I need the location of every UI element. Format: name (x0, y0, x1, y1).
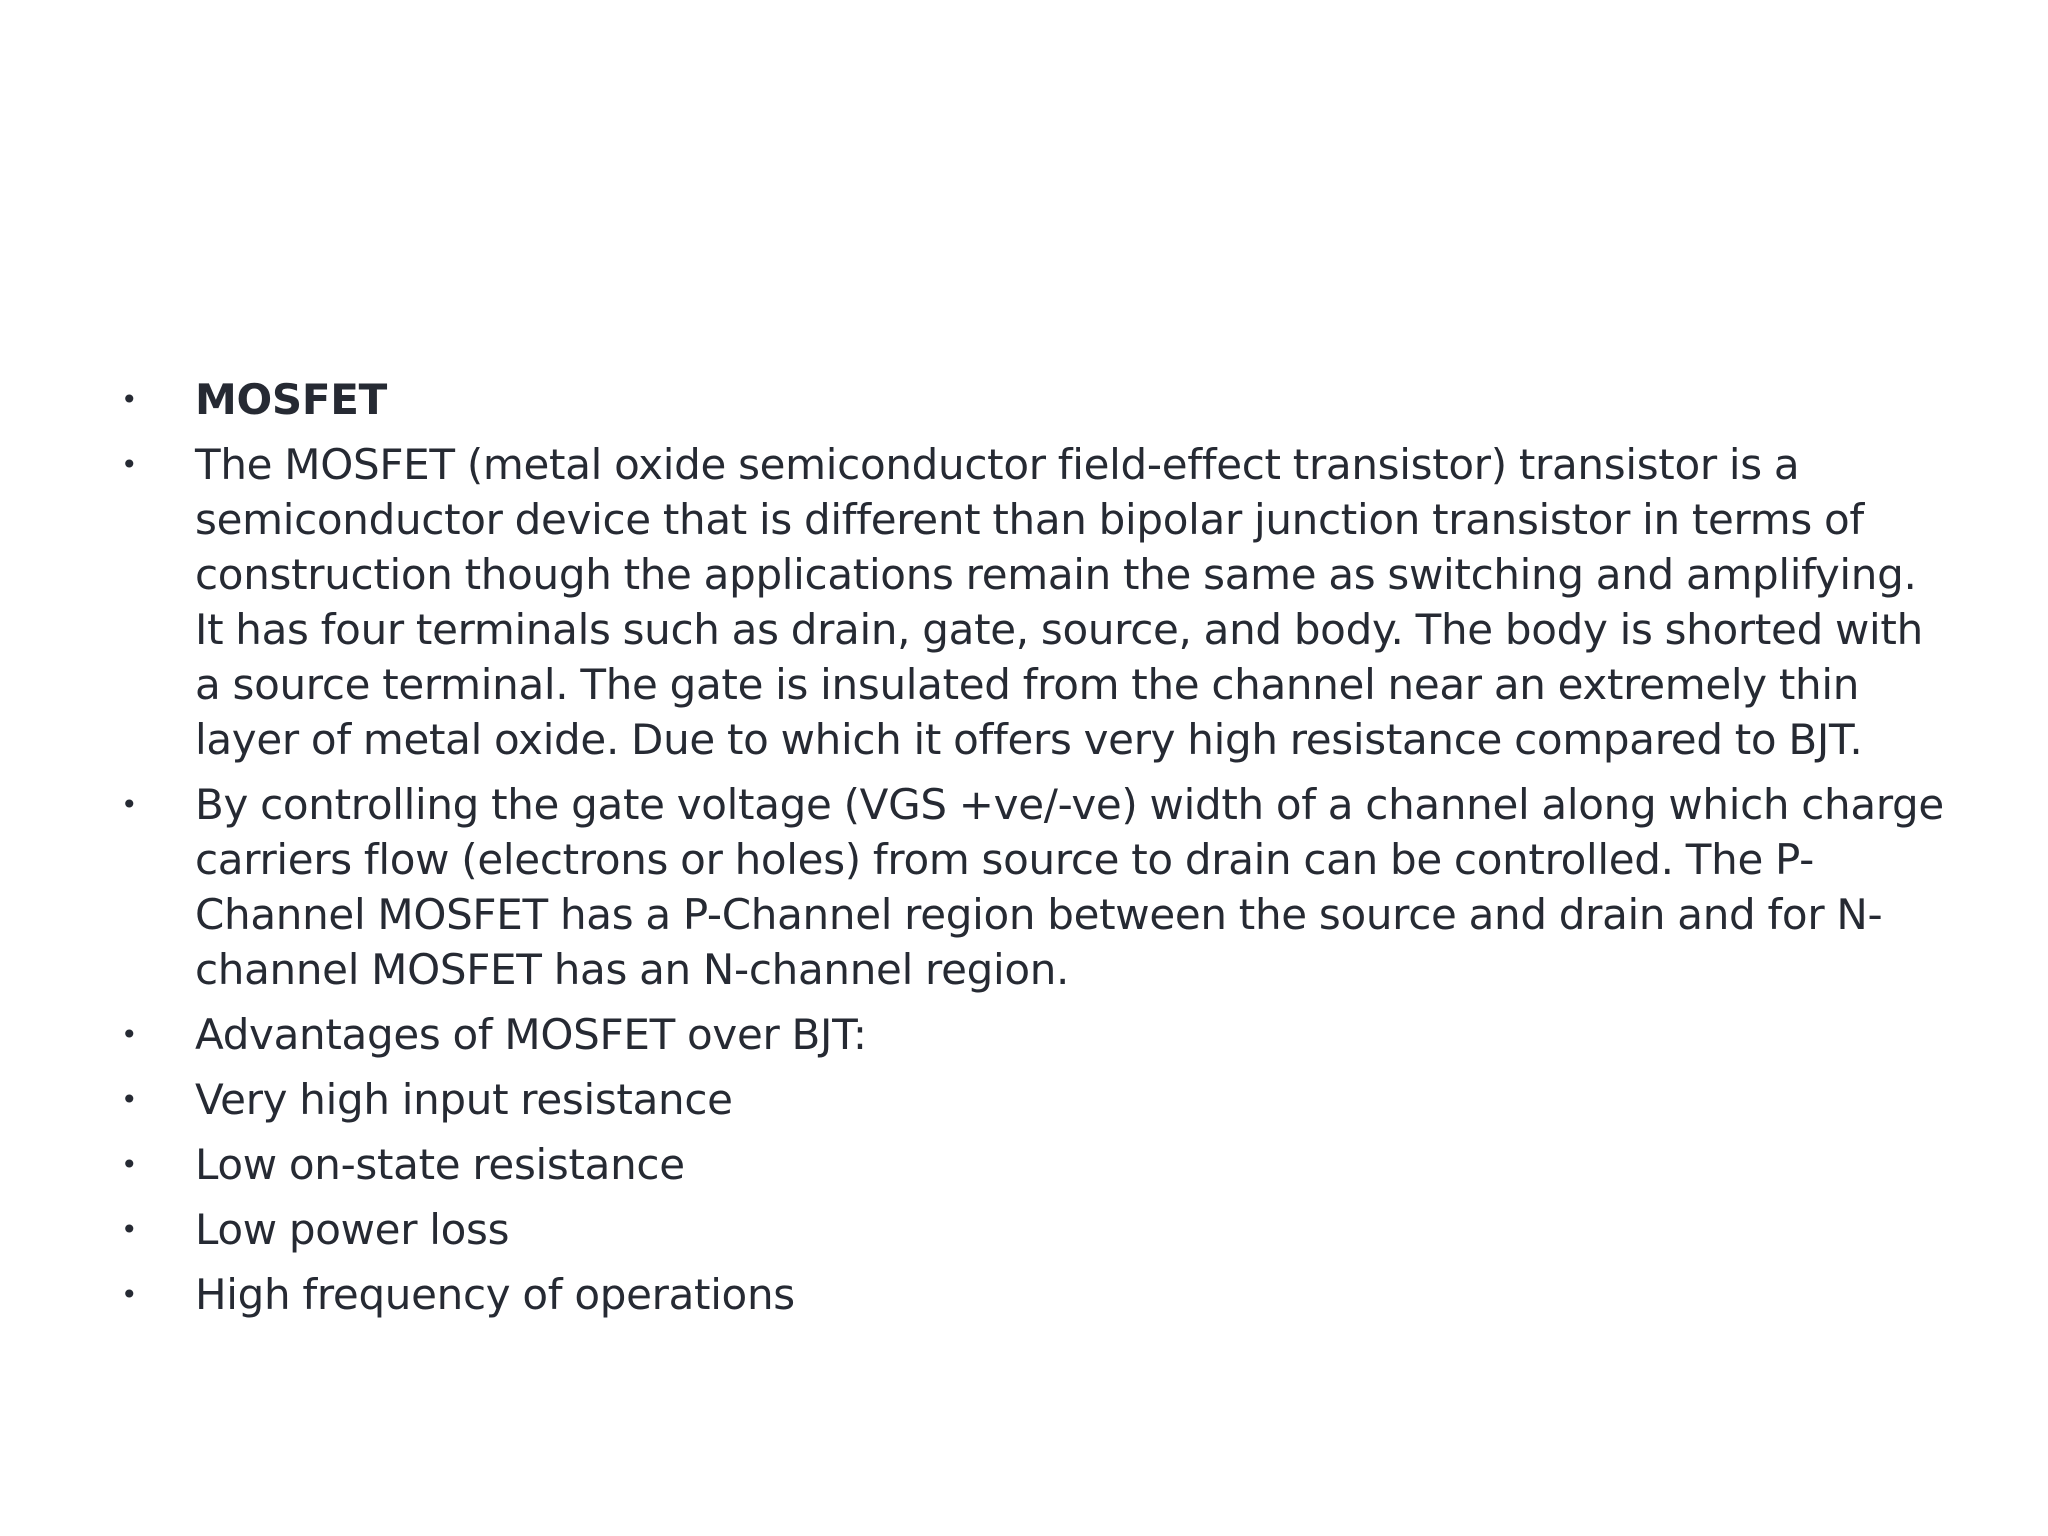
list-item (118, 1202, 1948, 1257)
list-item (118, 1137, 1948, 1192)
list-item-text: Low on-state resistance (195, 1140, 685, 1189)
bullet-list (118, 372, 1948, 1322)
list-item-text: The MOSFET (metal oxide semiconductor field-effect transistor) transistor is a semiconductor device that is different than bipolar junction transistor in terms of construction though the applications remain the same as switching and amplifying. It has four terminals such as drain, gate, source, and body. The body is shorted with a source terminal. The gate is insulated from the channel near an extremely thin layer of metal oxide. Due to which it offers very high resistance compared to BJT. (195, 440, 1923, 764)
bullet-icon: • (121, 383, 138, 416)
list-item (118, 1072, 1948, 1127)
bullet-icon: • (121, 1278, 138, 1311)
list-item-text: High frequency of operations (195, 1270, 795, 1319)
bullet-icon: • (121, 788, 138, 821)
bullet-icon: • (121, 1213, 138, 1246)
list-item (118, 1267, 1948, 1322)
list-item (118, 437, 1948, 767)
list-item-text: Low power loss (195, 1205, 510, 1254)
list-item-text: Advantages of MOSFET over BJT: (195, 1010, 867, 1059)
list-item-text: By controlling the gate voltage (VGS +ve/-ve) width of a channel along which charge carriers flow (electrons or holes) from source to drain can be controlled. The P-Channel MOSFET has a P-Channel region between the source and drain and for N-channel MOSFET has an N-channel region. (195, 780, 1944, 994)
list-item-heading (118, 372, 1948, 427)
bullet-icon: • (121, 1148, 138, 1181)
bullet-icon: • (121, 448, 138, 481)
bullet-icon: • (121, 1018, 138, 1051)
list-item-text: MOSFET (195, 375, 387, 424)
slide-content (118, 372, 1948, 1332)
list-item (118, 1007, 1948, 1062)
list-item (118, 777, 1948, 997)
bullet-icon: • (121, 1083, 138, 1116)
list-item-text: Very high input resistance (195, 1075, 733, 1124)
